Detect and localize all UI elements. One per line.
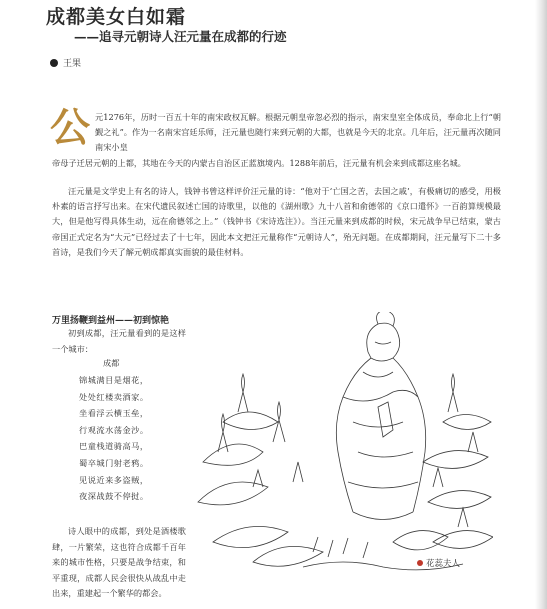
bullet-dot-icon [50,59,58,67]
author-name: 王果 [63,59,82,69]
section-heading: 万里扬鞭到益州——初到惊艳 [52,316,170,326]
figure-lady [336,312,425,520]
foliage-left [198,412,323,566]
poem-line: 锦城满目是烟花， [79,375,149,385]
lady-among-flowers-illustration [193,312,493,578]
poem [79,372,149,505]
paragraph-2: 汪元量是文学史上有名的诗人，钱钟书曾这样评价汪元量的诗：“他对于‘亡国之苦，去国之戚’，有极痛切的感受，用极朴素的语言抒写出来。在宋代遗民叙述亡国的诗歌里，以他的《湖州歌》九十八首和俞德邻的《京口遣怀》一百韵算规模最大，但是他写得具体生动，远在俞德邻之上。”（钱钟书《宋诗选注》）。当汪元量来到成都的时候，宋元战争早已结束，蒙古帝国正式定名为“大元”已经过去了十七年，因此本文把汪元量称作“元朝诗人”，殆无问题。在成都期间，汪元量写下二十多首诗，是我们今天了解元朝成都真实面貌的最佳材料。 [52,186,501,257]
figure-caption [417,557,460,569]
poem-line: 处处红楼卖酒家。 [79,391,149,402]
author-byline [50,56,81,69]
paragraph-4: 诗人眼中的成都，到处是酒楼歌肆，一片繁荣，这也符合成都千百年来的城市性格，只要是战争结束，和平重现，成都人民会很快从战乱中走出来，重建起一个繁华的都会。 [52,526,186,598]
flowers-left [218,374,303,487]
page-edge-shadow [535,0,547,609]
article-subtitle: ——追寻元朝诗人汪元量在成都的行迹 [74,29,287,44]
paragraph-3: 初到成都，汪元量看到的是这样一个城市： [52,328,186,354]
poem-line: 夜深战鼓不停挝。 [79,491,149,502]
caption-dot-icon [417,560,423,566]
poem-line: 蜀卒城门射老鸦。 [79,457,149,468]
poem-line: 巴童栈道骑高马， [79,441,149,452]
caption-text: 花蕊夫人 [426,559,461,569]
poem-title: 成都 [103,358,120,368]
paragraph-1-lead: 元1276年，历时一百五十年的南宋政权瓦解。根据元朝皇帝忽必烈的指示，南宋皇室全体成员，奉命北上行“朝觐之礼”。作为一名南宋宫廷乐师，汪元量也随行来到元朝的大都，也就是今天的北京。几年后，汪元量再次随同南宋小皇 [95,112,501,153]
foliage-right [393,415,493,550]
paragraph-1-continued: 帝母子迁居元朝的上都，其地在今天的内蒙古自治区正蓝旗境内。1288年前后，汪元量有机会来到成都这座名城。 [52,158,466,168]
poem-line: 见说近来多盗贼， [79,474,149,485]
drop-cap: 公 [50,104,90,151]
article-title: 成都美女白如霜 [46,6,187,28]
poem-line: 坐看浮云横玉垒， [79,408,149,419]
poem-line: 行观流水荡金沙。 [79,424,149,435]
